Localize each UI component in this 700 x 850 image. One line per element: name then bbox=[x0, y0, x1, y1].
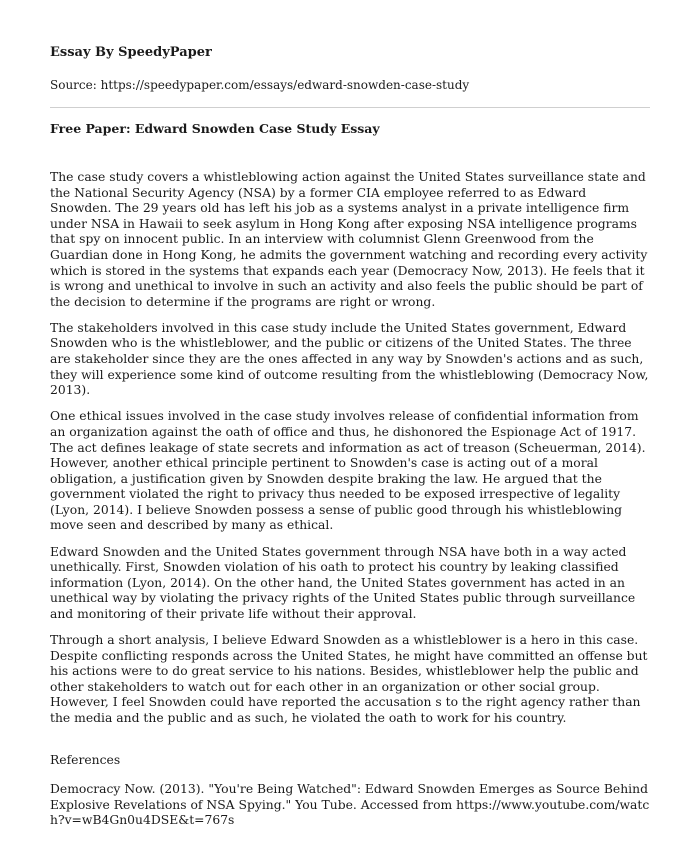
essay-body bbox=[50, 170, 650, 829]
essay-paragraph: The stakeholders involved in this case study include the United States government, Edward Snowden who is the whistleblower, and the public or citizens of the United States. The three are stakeholder since they are the ones affected in any way by Snowden's actions and as such, they will experience some kind of outcome resulting from the whistleblowing (Democracy Now, 2013). bbox=[50, 320, 649, 398]
document-source-line: Source: https://speedypaper.com/essays/edward-snowden-case-study bbox=[50, 78, 470, 92]
essay-paragraph: Edward Snowden and the United States government through NSA have both in a way acted unethically. First, Snowden violation of his oath to protect his country by leaking classified information (Lyon, 2014). On the other hand, the United States government has acted in an unethical way by violating the privacy rights of the United States public through surveillance and monitoring of their private life without their approval. bbox=[50, 544, 636, 621]
document-header-title: Essay By SpeedyPaper bbox=[50, 45, 212, 60]
essay-paragraph: One ethical issues involved in the case study involves release of confidential information from an organization against the oath of office and thus, he dishonored the Espionage Act of 1917. The act defines leakage of state secrets and information as act of treason (Scheuerman, 2014). However, another ethical principle pertinent to Snowden's case is acting out of a moral obligation, a justification given by Snowden despite braking the law. He argued that the government violated the right to privacy thus needed to be exposed irrespective of legality (Lyon, 2014). I believe Snowden possess a sense of public good through his whistleblowing move seen and described by many as ethical. bbox=[50, 409, 646, 533]
references-heading: References bbox=[50, 752, 121, 767]
reference-entry: Democracy Now. (2013). "You're Being Watched": Edward Snowden Emerges as Source Behind Explosive Revelations of NSA Spying." You Tube. Accessed from https://www.youtube.com/watch?v=wB4Gn0u4DSE&t=767s bbox=[50, 782, 650, 828]
header-divider bbox=[50, 107, 650, 108]
essay-title: Free Paper: Edward Snowden Case Study Essay bbox=[50, 121, 380, 136]
essay-paragraph: The case study covers a whistleblowing action against the United States surveillance state and the National Security Agency (NSA) by a former CIA employee referred to as Edward Snowden. The 29 years old has left his job as a systems analyst in a private intelligence firm under NSA in Hawaii to seek asylum in Hong Kong after exposing NSA intelligence programs that spy on innocent public. In an interview with columnist Glenn Greenwood from the Guardian done in Hong Kong, he admits the government watching and recording every activity which is stored in the systems that expands each year (Democracy Now, 2013). He feels that it is wrong and unethical to involve in such an activity and also feels the public should be part of the decision to determine if the programs are right or wrong. bbox=[50, 170, 648, 309]
essay-paragraph: Through a short analysis, I believe Edward Snowden as a whistleblower is a hero in this case. Despite conflicting responds across the United States, he might have committed an offense but his actions were to do great service to his nations. Besides, whistleblower help the public and other stakeholders to watch out for each other in an organization or other social group. However, I feel Snowden could have reported the accusation s to the right agency rather than the media and the public and as such, he violated the oath to work for his country. bbox=[50, 633, 648, 725]
